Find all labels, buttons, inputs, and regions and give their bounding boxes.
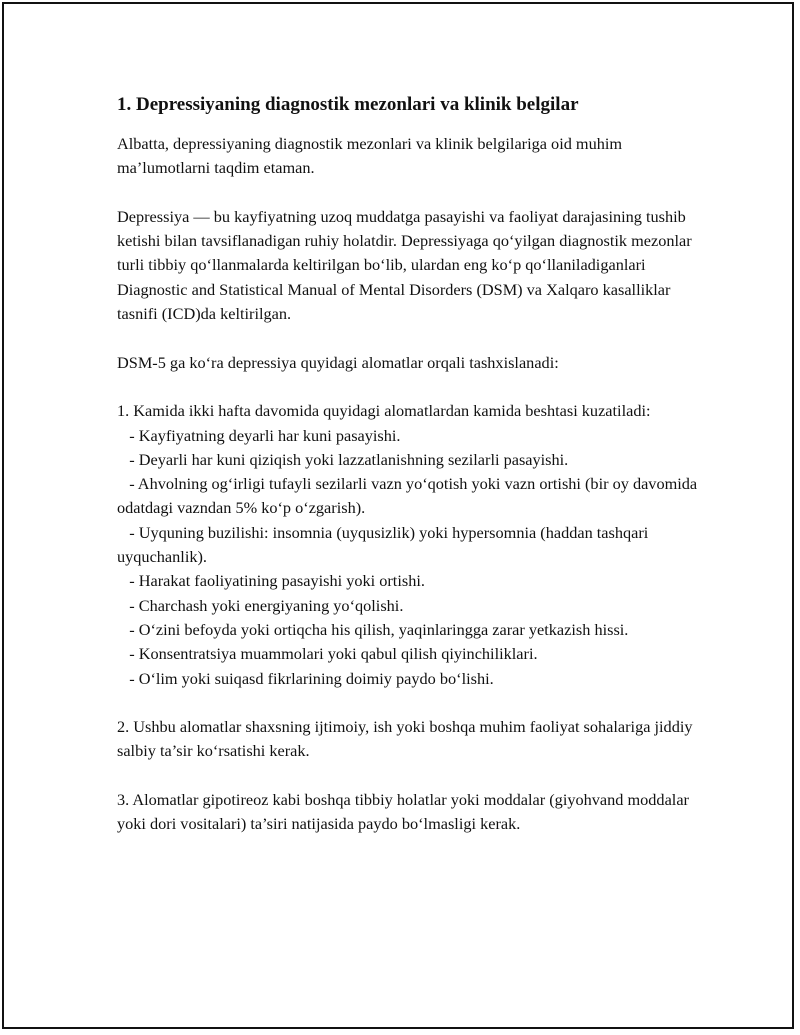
criterion-1-paragraph: 1. Kamida ikki hafta davomida quyidagi alomatlardan kamida beshtasi kuzatiladi: bbox=[117, 401, 651, 421]
symptom-item: - O‘zini befoyda yoki ortiqcha his qilish, yaqinlaringga zarar yetkazish hissi. bbox=[129, 619, 629, 639]
definition-paragraph: Depressiya — bu kayfiyatning uzoq muddatga pasayishi va faoliyat darajasining tushib ketishi bilan tavsiflanadigan ruhiy holatdir. Depressiyaga qo‘yilgan diagnostik mezonlar turli tibbiy qo‘llanmalarda keltirilgan bo‘lib, ulardan eng ko‘p qo‘llaniladiganlari Diagnostic and Statistical Manual of Mental Disorders (DSM) va Xalqaro kasalliklar tasnifi (ICD)da keltirilgan. bbox=[117, 206, 692, 324]
paragraph-gap bbox=[117, 764, 702, 788]
symptom-list bbox=[117, 424, 702, 691]
paragraph-gap bbox=[117, 181, 702, 205]
criterion-2-paragraph: 2. Ushbu alomatlar shaxsning ijtimoiy, ish yoki boshqa muhim faoliyat sohalariga jiddiy salbiy ta’sir ko‘rsatishi kerak. bbox=[117, 717, 693, 761]
symptom-item: - O‘lim yoki suiqasd fikrlarining doimiy paydo bo‘lishi. bbox=[129, 668, 494, 688]
criterion-3-paragraph: 3. Alomatlar gipotireoz kabi boshqa tibbiy holatlar yoki moddalar (giyohvand moddalar yoki dori vositalari) ta’siri natijasida paydo bo‘lmasligi kerak. bbox=[117, 790, 689, 834]
symptom-item: - Uyquning buzilishi: insomnia (uyqusizlik) yoki hypersomnia (haddan tashqari uyquchanlik). bbox=[117, 522, 649, 567]
document-title: 1. Depressiyaning diagnostik mezonlari va klinik belgilar bbox=[117, 94, 579, 115]
dsm-intro-paragraph: DSM-5 ga ko‘ra depressiya quyidagi alomatlar orqali tashxislanadi: bbox=[117, 352, 559, 372]
symptom-item: - Deyarli har kuni qiziqish yoki lazzatlanishning sezilarli pasayishi. bbox=[129, 449, 569, 469]
symptom-item: - Konsentratsiya muammolari yoki qabul qilish qiyinchiliklari. bbox=[129, 644, 538, 664]
intro-paragraph: Albatta, depressiyaning diagnostik mezonlari va klinik belgilariga oid muhim ma’lumotlarni taqdim etaman. bbox=[117, 134, 623, 178]
document-body bbox=[117, 92, 702, 837]
symptom-item: - Ahvolning og‘irligi tufayli sezilarli vazn yo‘qotish yoki vazn ortishi (bir oy davomida odatdagi vazndan 5% ko‘p o‘zgarish). bbox=[117, 474, 698, 518]
symptom-item: - Harakat faoliyatining pasayishi yoki ortishi. bbox=[129, 571, 425, 591]
symptom-item: - Charchash yoki energiyaning yo‘qolishi. bbox=[129, 595, 404, 615]
symptom-item: - Kayfiyatning deyarli har kuni pasayishi. bbox=[129, 425, 401, 445]
paragraph-gap bbox=[117, 375, 702, 399]
paragraph-gap bbox=[117, 326, 702, 350]
paragraph-gap bbox=[117, 691, 702, 715]
